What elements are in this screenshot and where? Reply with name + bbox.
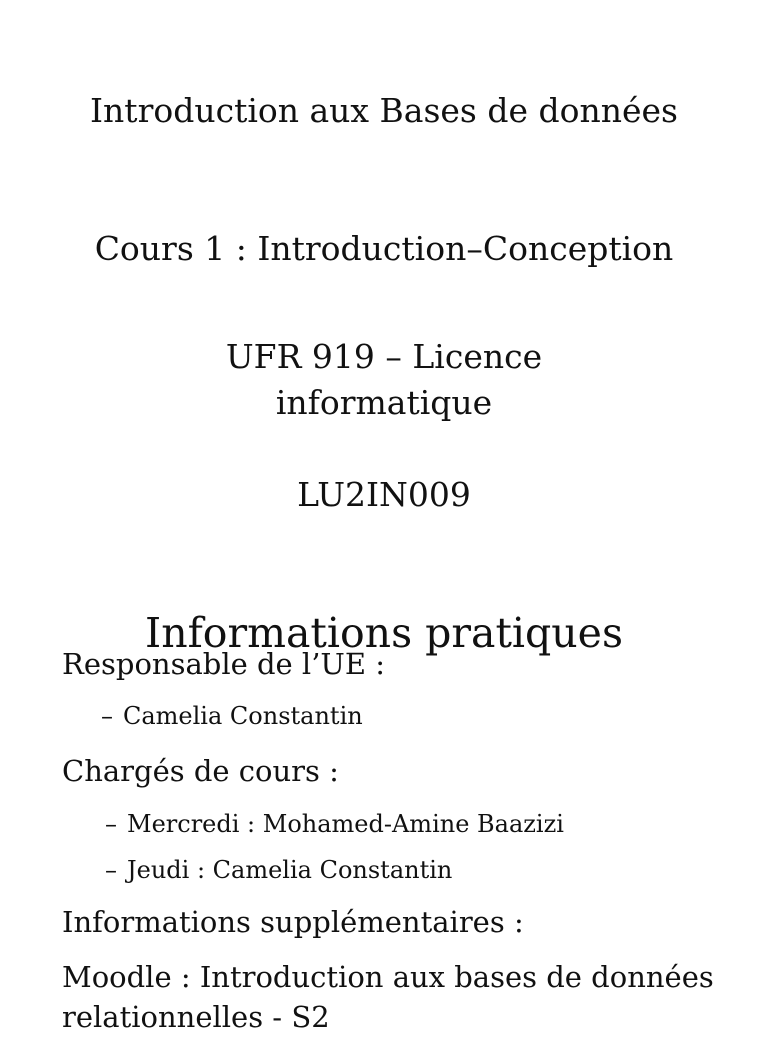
bullet-dash: – [101, 702, 113, 730]
program-line-2: informatique [275, 383, 493, 422]
moodle-course-line: Moodle : Introduction aux bases de données relationnelles - S2 [62, 960, 714, 1034]
charges-item-text: Mercredi : Mohamed-Amine Baazizi [127, 810, 564, 838]
charges-item-text: Jeudi : Camelia Constantin [127, 856, 453, 884]
course-code: LU2IN009 [297, 475, 471, 514]
charges-item [105, 808, 564, 840]
bullet-dash: – [105, 810, 117, 838]
bullet-dash: – [105, 856, 117, 884]
charges-item [105, 854, 452, 886]
program-title [0, 334, 768, 426]
lecture-title: Cours 1 : Introduction–Conception [94, 229, 674, 268]
responsable-name: Camelia Constantin [123, 702, 363, 730]
charges-label: Chargés de cours : [62, 754, 339, 788]
supplementary-info-label: Informations supplémentaires : [62, 905, 524, 939]
course-title: Introduction aux Bases de données [90, 91, 678, 130]
responsable-item [101, 700, 363, 732]
section-heading: Informations pratiques [145, 609, 623, 657]
program-line-1: UFR 919 – Licence [225, 337, 543, 376]
responsable-label: Responsable de l’UE : [62, 647, 386, 681]
